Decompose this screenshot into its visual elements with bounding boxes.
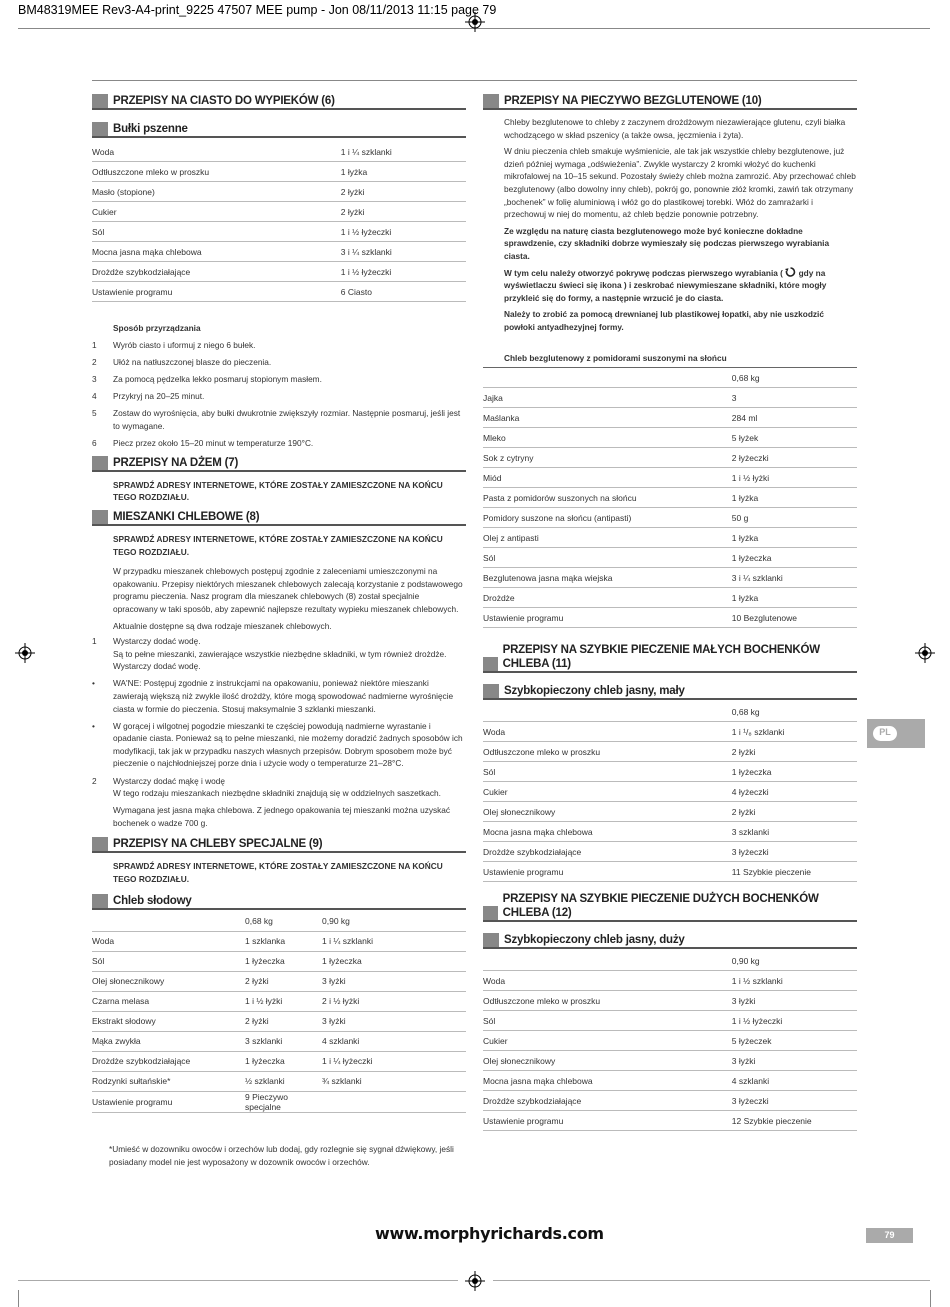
amount-cell: 12 Szybkie pieczenie (732, 1111, 857, 1131)
recipe-table-bezglutenowy (483, 368, 857, 628)
paragraph-part: W tym celu należy otworzyć pokrywę podczas pierwszego wyrabiania ( (504, 267, 783, 278)
amount-cell: ¾ szklanki (322, 1071, 466, 1091)
amount-cell: 0,90 kg (732, 951, 857, 971)
section-title: PRZEPISY NA CIASTO DO WYPIEKÓW (6) (113, 95, 335, 107)
amount-cell: 9 Pieczywo specjalne (245, 1091, 322, 1112)
table-row (92, 1011, 466, 1031)
ingredient-cell: Ustawienie programu (483, 862, 732, 882)
amount-cell: 3 łyżki (322, 971, 466, 991)
ingredient-cell (92, 912, 245, 932)
section-marker (483, 906, 498, 920)
amount-cell: 284 ml (732, 408, 857, 428)
table-row (92, 182, 466, 202)
table-row (92, 1051, 466, 1071)
amount-cell: 1 i ½ łyżeczki (732, 1011, 857, 1031)
ingredient-cell: Sól (483, 1011, 732, 1031)
paragraph: W przypadku mieszanek chlebowych postępuj zgodnie z zaleceniami umieszczonymi na opakowaniu. Przepisy niektórych mieszanek chlebowych zalecają korzystanie z podstawowego programu pieczenia. Nasz program dla mieszanek chlebowych (8) został specjalnie opracowany w taki sposób, aby zapewnić najlepsze rezultaty wypieku mieszanek chlebowych. (113, 566, 463, 614)
table-row (483, 448, 857, 468)
amount-cell: 2 łyżki (732, 802, 857, 822)
ingredient-cell: Pasta z pomidorów suszonych na słońcu (483, 488, 732, 508)
amount-cell: 1 łyżeczka (732, 548, 857, 568)
subsection-header (92, 892, 466, 910)
amount-cell: 1 i ¼ szklanki (341, 142, 466, 162)
amount-cell: 2 łyżki (341, 182, 466, 202)
amount-cell: 10 Bezglutenowe (732, 608, 857, 628)
list-marker: 2 (92, 356, 97, 367)
amount-cell: 1 i ½ łyżki (245, 991, 322, 1011)
amount-cell: 1 i ¼ łyżeczki (322, 1051, 466, 1071)
recipe-table-szybki-duzy (483, 951, 857, 1131)
section-marker (92, 456, 108, 470)
ingredient-cell: Cukier (483, 782, 732, 802)
ingredient-cell: Czarna melasa (92, 991, 245, 1011)
ingredient-cell: Ekstrakt słodowy (92, 1011, 245, 1031)
table-row (483, 408, 857, 428)
list-item (92, 437, 466, 450)
table-row (483, 822, 857, 842)
ingredient-cell: Sok z cytryny (483, 448, 732, 468)
table-top-rule (483, 367, 857, 368)
table-row (483, 1071, 857, 1091)
language-label: PL (879, 727, 891, 737)
section-title: MIESZANKI CHLEBOWE (8) (113, 510, 260, 523)
amount-cell: 2 i ½ łyżki (322, 991, 466, 1011)
paragraph-part: gdy na wyświetlaczu świeci się ikona ) i zeskrobać niewymieszane składniki, które mogły przykleić się do formy, a następnie wrzucić je do ciasta. (504, 267, 827, 303)
table-row (92, 142, 466, 162)
list-marker: 3 (92, 373, 97, 384)
section-title: PRZEPISY NA DŻEM (7) (113, 456, 239, 469)
ingredient-cell: Drożdże szybkodziałające (483, 1091, 732, 1111)
section-marker (483, 684, 499, 698)
table-row (483, 508, 857, 528)
table-row (483, 428, 857, 448)
amount-cell: 1 i ½ szklanki (732, 971, 857, 991)
section-note: SPRAWDŹ ADRESY INTERNETOWE, KTÓRE ZOSTAŁY ZAMIESZCZONE NA KOŃCU TEGO ROZDZIAŁU. (113, 479, 443, 503)
ingredient-cell: Woda (483, 722, 732, 742)
list-text: Wystarczy dodać mąkę i wodę W tego rodzaju mieszankach niezbędne składniki znajdują się w oddzielnych saszetkach. (113, 775, 441, 799)
table-row (92, 1031, 466, 1051)
table-row (483, 568, 857, 588)
amount-cell: 1 łyżeczka (732, 762, 857, 782)
amount-cell: ½ szklanki (245, 1071, 322, 1091)
ingredient-cell: Drożdże szybkodziałające (483, 842, 732, 862)
table-row (483, 608, 857, 628)
table-row (483, 588, 857, 608)
ingredient-cell: Ustawienie programu (483, 1111, 732, 1131)
subsection-header (92, 120, 466, 138)
amount-cell: 0,68 kg (732, 368, 857, 388)
amount-cell: 3 i ¼ szklanki (732, 568, 857, 588)
list-marker: • (92, 720, 95, 731)
ingredient-cell: Mocna jasna mąka chlebowa (483, 822, 732, 842)
table-row (92, 971, 466, 991)
table-header-row (483, 702, 857, 722)
table-row (483, 1051, 857, 1071)
amount-cell: 1 i ½ łyżki (732, 468, 857, 488)
table-row (92, 162, 466, 182)
table-row (483, 991, 857, 1011)
registration-mark-icon (465, 12, 485, 32)
ingredient-cell: Olej słonecznikowy (483, 802, 732, 822)
recipe-title: Chleb bezglutenowy z pomidorami suszonymi na słońcu (504, 352, 727, 363)
amount-cell: 4 łyżeczki (732, 782, 857, 802)
ingredient-cell: Mocna jasna mąka chlebowa (483, 1071, 732, 1091)
section-header (92, 835, 466, 853)
crop-mark (930, 1290, 931, 1307)
amount-cell: 11 Szybkie pieczenie (732, 862, 857, 882)
list-marker: • (92, 678, 95, 689)
ingredient-cell: Rodzynki sułtańskie* (92, 1071, 245, 1091)
recipe-table-chleb-slodowy (92, 912, 466, 1113)
section-header (92, 508, 466, 526)
amount-cell: 3 szklanki (732, 822, 857, 842)
paragraph: Ze względu na naturę ciasta bezglutenowego może być konieczne dokładne sprawdzenie, czy składniki dobrze wymieszały się podczas pierwszego wyrabiania ciasta. (504, 225, 830, 261)
table-row (483, 1091, 857, 1111)
table-row (483, 388, 857, 408)
language-pill (873, 726, 897, 741)
list-text: WA'NE: Postępuj zgodnie z instrukcjami na opakowaniu, ponieważ niektóre mieszanki zawierają większą niż zwykle ilość drożdży, które mogą spowodować nadmierne wyrośnięcie ciasta w formie do pieczenia. Stosuj maksymalnie 3 szklanki mieszanki. (113, 678, 454, 714)
subsection-header (483, 931, 857, 949)
table-row (483, 1031, 857, 1051)
ingredient-cell: Cukier (483, 1031, 732, 1051)
list-item (92, 373, 466, 386)
amount-cell: 4 szklanki (732, 1071, 857, 1091)
right-column (483, 92, 857, 1131)
ingredient-cell: Olej słonecznikowy (92, 971, 245, 991)
list-item (92, 356, 466, 369)
amount-cell: 6 Ciasto (341, 282, 466, 302)
amount-cell: 3 i ¼ szklanki (341, 242, 466, 262)
list-item (92, 339, 466, 352)
table-row (483, 722, 857, 742)
recipe-table-szybki-maly (483, 702, 857, 882)
amount-cell: 0,68 kg (732, 702, 857, 722)
amount-cell: 1 łyżka (732, 588, 857, 608)
amount-cell (322, 1091, 466, 1112)
method-title: Sposób przyrządzania (113, 323, 201, 333)
print-header-text: BM48319MEE Rev3-A4-print_9225 47507 MEE pump - Jon 08/11/2013 11:15 page 79 (18, 3, 497, 17)
amount-cell: 1 i ½ łyżeczki (341, 222, 466, 242)
list-text: Ułóż na natłuszczonej blasze do pieczenia. (113, 356, 272, 367)
table-row (92, 242, 466, 262)
amount-cell: 0,90 kg (322, 912, 466, 932)
ingredient-cell (483, 368, 732, 388)
ingredient-cell: Sól (483, 548, 732, 568)
amount-cell: 5 łyżek (732, 428, 857, 448)
section-marker (92, 894, 108, 908)
table-row (92, 282, 466, 302)
section-title: PRZEPISY NA PIECZYWO BEZGLUTENOWE (10) (504, 95, 762, 107)
ingredient-cell: Jajka (483, 388, 732, 408)
ingredient-cell: Ustawienie programu (483, 608, 732, 628)
amount-cell: 2 łyżki (245, 971, 322, 991)
amount-cell: 1 i ¼ szklanki (322, 931, 466, 951)
ingredient-cell: Drożdże szybkodziałające (92, 1051, 245, 1071)
list-text: Przykryj na 20–25 minut. (113, 390, 205, 401)
table-row (483, 1111, 857, 1131)
table-row (483, 762, 857, 782)
amount-cell: 3 łyżki (732, 991, 857, 1011)
ingredient-cell: Olej z antipasti (483, 528, 732, 548)
table-row (483, 842, 857, 862)
amount-cell: 4 szklanki (322, 1031, 466, 1051)
table-row (92, 931, 466, 951)
table-row (483, 742, 857, 762)
bottom-crop-line (18, 1280, 458, 1281)
table-row (483, 1011, 857, 1031)
paragraph: Należy to zrobić za pomocą drewnianej lub plastikowej łopatki, aby nie uszkodzić powłoki antyadhezyjnej formy. (504, 309, 824, 332)
ingredient-cell: Bezglutenowa jasna mąka wiejska (483, 568, 732, 588)
list-text: Wystarczy dodać wodę. Są to pełne mieszanki, zawierające wszystkie niezbędne składniki, w tym również drożdże. Wystarczy dodać wodę. (113, 636, 447, 672)
subsection-title: Chleb słodowy (113, 894, 192, 907)
list-text: W gorącej i wilgotnej pogodzie mieszanki te częściej powodują nadmierne wyrastanie i opadanie ciasta. Ponieważ są to pełne mieszanki, nie możemy doradzić żadnych sposobów ich modyfikacji, tak jak w przypadku naszych własnych przepisów. Dobrym sposobem może być pieczenie o najchłodniejszej porze dnia i użycie wody o temperaturze 21–28°C. (113, 720, 463, 769)
amount-cell: 1 łyżeczka (322, 951, 466, 971)
ingredient-cell: Mąka zwykła (92, 1031, 245, 1051)
list-text: Wyrób ciasto i uformuj z niego 6 bułek. (113, 339, 256, 350)
ingredient-cell: Odtłuszczone mleko w proszku (92, 162, 341, 182)
ingredient-cell: Mleko (483, 428, 732, 448)
knead-icon (785, 267, 796, 277)
paragraph: Chleby bezglutenowe to chleby z zaczynem drożdżowym niezawierające glutenu, czyli białka wchodzącego w skład pszenicy (a także owsa, jęczmienia i żyta). (504, 117, 846, 140)
table-row (483, 782, 857, 802)
ingredient-cell: Miód (483, 468, 732, 488)
table-header-row (92, 912, 466, 932)
ingredient-cell: Woda (483, 971, 732, 991)
amount-cell: 3 szklanki (245, 1031, 322, 1051)
section-note: SPRAWDŹ ADRESY INTERNETOWE, KTÓRE ZOSTAŁY ZAMIESZCZONE NA KOŃCU TEGO ROZDZIAŁU. (113, 861, 443, 884)
list-text: Za pomocą pędzelka lekko posmaruj stopionym masłem. (113, 373, 322, 384)
ingredient-cell: Drożdże (483, 588, 732, 608)
section-marker (483, 94, 499, 108)
table-row (483, 802, 857, 822)
ingredient-cell: Drożdże szybkodziałające (92, 262, 341, 282)
table-row (92, 202, 466, 222)
ingredient-cell: Olej słonecznikowy (483, 1051, 732, 1071)
list-marker: 1 (92, 339, 97, 350)
section-title: PRZEPISY NA CHLEBY SPECJALNE (9) (113, 838, 323, 851)
section-marker (483, 657, 498, 671)
list-text: Zostaw do wyrośnięcia, aby bułki dwukrotnie zwiększyły rozmiar. Następnie posmaruj, jeśli jest to wymagane. (113, 407, 461, 431)
amount-cell: 3 łyżeczki (732, 842, 857, 862)
amount-cell: 5 łyżeczek (732, 1031, 857, 1051)
ingredient-cell: Masło (stopione) (92, 182, 341, 202)
table-row (92, 1071, 466, 1091)
subsection-title: Szybkopieczony chleb jasny, mały (504, 685, 685, 698)
table-row (483, 548, 857, 568)
list-marker: 6 (92, 437, 97, 448)
table-row (483, 468, 857, 488)
ingredient-cell: Pomidory suszone na słońcu (antipasti) (483, 508, 732, 528)
page-number: 79 (866, 1228, 913, 1243)
paragraph: Aktualnie dostępne są dwa rodzaje mieszanek chlebowych. (113, 620, 332, 631)
amount-cell: 1 i ½ łyżeczki (341, 262, 466, 282)
amount-cell: 3 łyżeczki (732, 1091, 857, 1111)
ingredient-cell: Sól (92, 951, 245, 971)
bottom-crop-line (493, 1280, 930, 1281)
registration-mark-icon (915, 643, 935, 663)
list-item (92, 677, 466, 715)
ingredient-cell: Woda (92, 931, 245, 951)
amount-cell: 1 łyżka (732, 528, 857, 548)
amount-cell: 0,68 kg (245, 912, 322, 932)
amount-cell: 50 g (732, 508, 857, 528)
amount-cell: 3 (732, 388, 857, 408)
section-marker (483, 933, 499, 947)
table-row (92, 1091, 466, 1112)
amount-cell: 1 łyżka (732, 488, 857, 508)
table-row (483, 971, 857, 991)
subsection-title: Bułki pszenne (113, 123, 188, 135)
amount-cell: 1 szklanka (245, 931, 322, 951)
ingredient-cell: Odtłuszczone mleko w proszku (483, 742, 732, 762)
ingredient-cell: Odtłuszczone mleko w proszku (483, 991, 732, 1011)
registration-mark-icon (15, 643, 35, 663)
paragraph (504, 267, 857, 305)
ingredient-cell: Woda (92, 142, 341, 162)
table-row (92, 991, 466, 1011)
list-text: Piecz przez około 15–20 minut w temperaturze 190°C. (113, 437, 314, 448)
amount-cell: 3 łyżki (732, 1051, 857, 1071)
list-item (92, 635, 466, 673)
section-marker (92, 837, 108, 851)
list-marker: 5 (92, 407, 97, 418)
table-header-row (483, 368, 857, 388)
amount-cell: 1 łyżeczka (245, 1051, 322, 1071)
amount-cell: 3 łyżki (322, 1011, 466, 1031)
table-row (483, 528, 857, 548)
amount-cell: 2 łyżki (341, 202, 466, 222)
registration-mark-icon (465, 1271, 485, 1291)
section-header (483, 644, 857, 673)
ingredient-cell: Maślanka (483, 408, 732, 428)
method-steps (92, 339, 466, 450)
table-header-row (483, 951, 857, 971)
list-item (92, 390, 466, 403)
ingredient-cell: Ustawienie programu (92, 1091, 245, 1112)
section-note: SPRAWDŹ ADRESY INTERNETOWE, KTÓRE ZOSTAŁY ZAMIESZCZONE NA KOŃCU TEGO ROZDZIAŁU. (113, 533, 443, 557)
footnote: *Umieść w dozowniku owoców i orzechów lub dodaj, gdy rozlegnie się sygnał dźwiękowy, jeśli posiadany model nie jest wyposażony w dozownik owoców i orzechów. (109, 1144, 454, 1167)
crop-mark (18, 1290, 19, 1307)
paragraph: Wymagana jest jasna mąka chlebowa. Z jednego opakowania tej mieszanki można uzyskać bochenek o wadze 700 g. (113, 805, 451, 828)
ingredient-cell (483, 951, 732, 971)
language-tab (867, 719, 925, 748)
amount-cell: 1 i ¹/₈ szklanki (732, 722, 857, 742)
paragraph: W dniu pieczenia chleb smakuje wyśmienicie, ale tak jak wszystkie chleby bezglutenowe, już dzień później wymaga „odświeżenia”. Zwykle wystarczy 2 kromki włożyć do kuchenki mikrofalowej na 10–15 sekund. Pozostały świeży chleb można zamrozić. Aby przechować chleb bezglutenowy (albo dowolny inny chleb), pokrój go, ponownie złóż kromki, zawiń tak otrzymany „bochenek” w folię aluminiową i włóż go do plastikowej torebki. Włóż do zamrażarki i przechowuj w niej do momentu, aż chleb będzie ponownie potrzebny. (504, 146, 856, 220)
table-row (483, 488, 857, 508)
table-row (92, 951, 466, 971)
subsection-header (483, 682, 857, 700)
list-marker: 2 (92, 775, 97, 786)
footer-url[interactable]: www.morphyrichards.com (375, 1224, 604, 1243)
list-item (92, 407, 466, 432)
top-rule (92, 80, 857, 81)
amount-cell: 1 łyżka (341, 162, 466, 182)
ingredient-cell: Sól (92, 222, 341, 242)
section-header (92, 92, 466, 110)
section-marker (92, 122, 108, 136)
section-header (483, 893, 857, 922)
list-item (92, 775, 466, 800)
amount-cell: 2 łyżki (732, 742, 857, 762)
recipe-table-bulki (92, 142, 466, 302)
ingredient-cell: Ustawienie programu (92, 282, 341, 302)
amount-cell: 1 łyżeczka (245, 951, 322, 971)
list-item (92, 720, 466, 770)
section-marker (92, 510, 108, 524)
ingredient-cell (483, 702, 732, 722)
ingredient-cell: Cukier (92, 202, 341, 222)
left-column (92, 92, 466, 1113)
amount-cell: 2 łyżki (245, 1011, 322, 1031)
section-title: PRZEPISY NA SZYBKIE PIECZENIE DUŻYCH BOCHENKÓW CHLEBA (12) (502, 893, 819, 920)
list-marker: 4 (92, 390, 97, 401)
section-header (483, 92, 857, 110)
table-row (92, 262, 466, 282)
section-header (92, 454, 466, 472)
amount-cell: 2 łyżeczki (732, 448, 857, 468)
list-marker: 1 (92, 636, 97, 647)
table-row (483, 862, 857, 882)
section-title: PRZEPISY NA SZYBKIE PIECZENIE MAŁYCH BOCHENKÓW CHLEBA (11) (502, 644, 820, 671)
ingredient-cell: Mocna jasna mąka chlebowa (92, 242, 341, 262)
section-marker (92, 94, 108, 108)
subsection-title: Szybkopieczony chleb jasny, duży (504, 934, 685, 947)
ingredient-cell: Sól (483, 762, 732, 782)
table-row (92, 222, 466, 242)
mix-list (92, 635, 466, 800)
